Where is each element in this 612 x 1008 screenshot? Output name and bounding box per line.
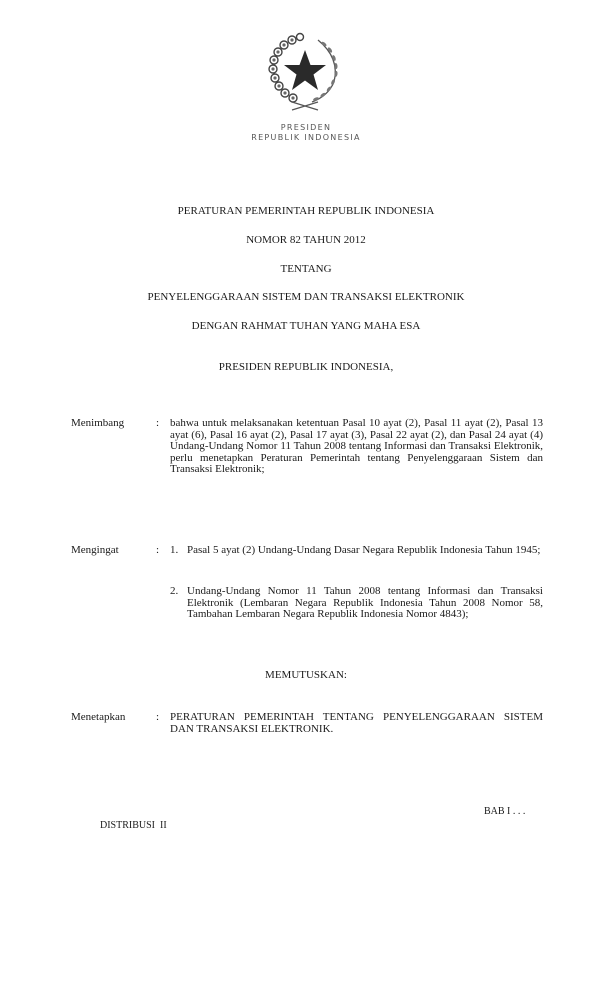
invocation: DENGAN RAHMAT TUHAN YANG MAHA ESA	[191, 320, 421, 332]
garuda-star-emblem-icon	[262, 30, 348, 114]
mengingat-item-2-text: Undang-Undang Nomor 11 Tahun 2008 tentang Informasi dan Transaksi Elektronik (Lembaran Negara Republik Indonesia Tahun 2008 Nomor 58, Tambahan Lembaran Negara Republik Indonesia Nomor 4843);	[187, 585, 543, 621]
regulation-subject: PENYELENGGARAAN SISTEM DAN TRANSAKSI ELEKTRONIK	[147, 291, 465, 303]
emblem-caption-presiden: PRESIDEN	[280, 123, 332, 132]
mengingat-item-1-text: Pasal 5 ayat (2) Undang-Undang Dasar Negara Republik Indonesia Tahun 1945;	[187, 544, 541, 556]
tentang-heading: TENTANG	[280, 263, 332, 275]
menimbang-colon: :	[156, 417, 160, 429]
menetapkan-text: PERATURAN PEMERINTAH TENTANG PENYELENGGARAAN SISTEM DAN TRANSAKSI ELEKTRONIK.	[170, 711, 543, 735]
memutuskan-heading: MEMUTUSKAN:	[265, 669, 347, 681]
distribution-label: DISTRIBUSI II	[100, 820, 167, 831]
menetapkan-label: Menetapkan	[71, 711, 126, 723]
menimbang-label: Menimbang	[71, 417, 125, 429]
regulation-number: NOMOR 82 TAHUN 2012	[246, 234, 366, 246]
mengingat-label: Mengingat	[71, 544, 119, 556]
president-heading: PRESIDEN REPUBLIK INDONESIA,	[218, 361, 394, 373]
menetapkan-colon: :	[156, 711, 160, 723]
menimbang-text: bahwa untuk melaksanakan ketentuan Pasal 10 ayat (2), Pasal 11 ayat (2), Pasal 13 ayat (6), Pasal 16 ayat (2), Pasal 17 ayat (3), Pasal 22 ayat (2), dan Pasal 24 ayat (4) Undang-Undang Nomor 11 Tahun 2008 tentang Informasi dan Transaksi Elektronik, perlu menetapkan Peraturan Pemerintah tentang Penyelenggaraan Sistem dan Transaksi Elektronik;	[170, 417, 543, 476]
mengingat-colon: :	[156, 544, 160, 556]
regulation-title: PERATURAN PEMERINTAH REPUBLIK INDONESIA	[177, 205, 435, 217]
mengingat-item-2-number: 2.	[170, 585, 179, 597]
next-page-indicator: BAB I . . .	[484, 806, 526, 817]
mengingat-item-1-number: 1.	[170, 544, 179, 556]
emblem-caption-republik: REPUBLIK INDONESIA	[251, 133, 361, 142]
